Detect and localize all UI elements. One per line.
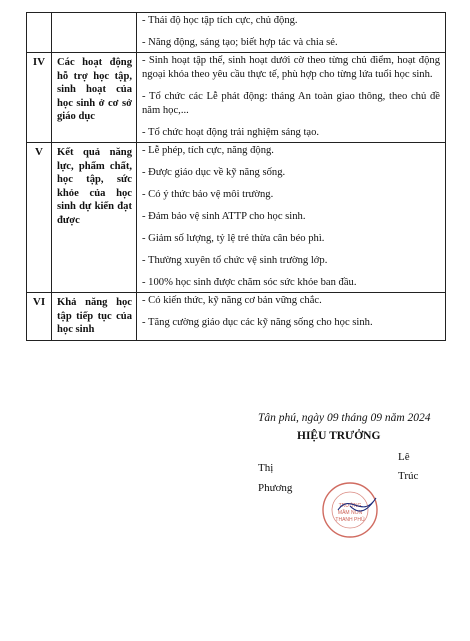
list-item: - Sinh hoạt tập thể, sinh hoạt dưới cờ theo từng chủ điểm, hoạt động ngoại khóa theo yêu cầu thực tế, phù hợp cho từng lứa tuổi học sinh. — [142, 55, 440, 80]
row-title — [52, 13, 137, 53]
plan-table — [26, 12, 446, 341]
signer-right — [398, 448, 418, 486]
row-content — [137, 53, 446, 143]
list-item: - Thái độ học tập tích cực, chủ động. — [142, 15, 298, 26]
signer-left-line2: Phương — [258, 482, 293, 494]
list-item: - Tổ chức các Lễ phát động: tháng An toàn giao thông, theo chủ đề năm học,... — [142, 91, 440, 116]
table-row — [27, 293, 446, 341]
list-item: - Tăng cường giáo dục các kỹ năng sống cho học sinh. — [142, 317, 373, 328]
row-content — [137, 293, 446, 341]
table-row — [27, 53, 446, 143]
row-content — [137, 143, 446, 293]
list-item: - Có kiến thức, kỹ năng cơ bản vững chắc. — [142, 295, 322, 306]
signer-right-line1: Lê — [398, 451, 410, 463]
list-item: - Năng động, sáng tạo; biết hợp tác và chia sẻ. — [142, 37, 338, 48]
list-item: - Tổ chức hoạt động trải nghiệm sáng tạo. — [142, 127, 320, 138]
row-content — [137, 13, 446, 53]
list-item: - Được giáo dục về kỹ năng sống. — [142, 167, 286, 178]
list-item: - 100% học sinh được chăm sóc sức khỏe ban đầu. — [142, 277, 357, 288]
row-title: Các hoạt động hỗ trợ học tập, sinh hoạt của học sinh ở cơ sở giáo dục — [52, 53, 137, 143]
svg-text:TRƯỜNG: TRƯỜNG — [338, 503, 362, 509]
signer-right-line2: Trúc — [398, 470, 419, 482]
principal-title: HIỆU TRƯỞNG — [297, 430, 381, 442]
svg-text:MẦM NON: MẦM NON — [337, 510, 363, 516]
signer-left — [258, 458, 292, 498]
table-row — [27, 13, 446, 53]
row-number: V — [27, 143, 52, 293]
list-item: - Đảm bảo vệ sinh ATTP cho học sinh. — [142, 211, 306, 222]
row-number: VI — [27, 293, 52, 341]
signer-left-line1: Thị — [258, 462, 274, 474]
row-title: Khả năng học tập tiếp tục của học sinh — [52, 293, 137, 341]
list-item: - Giảm số lượng, tỷ lệ trẻ thừa cân béo phì. — [142, 233, 325, 244]
list-item: - Thường xuyên tổ chức vệ sinh trường lớp. — [142, 255, 328, 266]
school-stamp — [320, 480, 380, 540]
row-title: Kết quả năng lực, phẩm chất, học tập, sức khỏe của học sinh dự kiến đạt được — [52, 143, 137, 293]
row-number — [27, 13, 52, 53]
date-line: Tân phú, ngày 09 tháng 09 năm 2024 — [258, 412, 431, 424]
list-item: - Lễ phép, tích cực, năng động. — [142, 145, 274, 156]
row-number: IV — [27, 53, 52, 143]
list-item: - Có ý thức bảo vệ môi trường. — [142, 189, 274, 200]
svg-text:THANH PHÚ: THANH PHÚ — [335, 517, 365, 523]
table-row — [27, 143, 446, 293]
